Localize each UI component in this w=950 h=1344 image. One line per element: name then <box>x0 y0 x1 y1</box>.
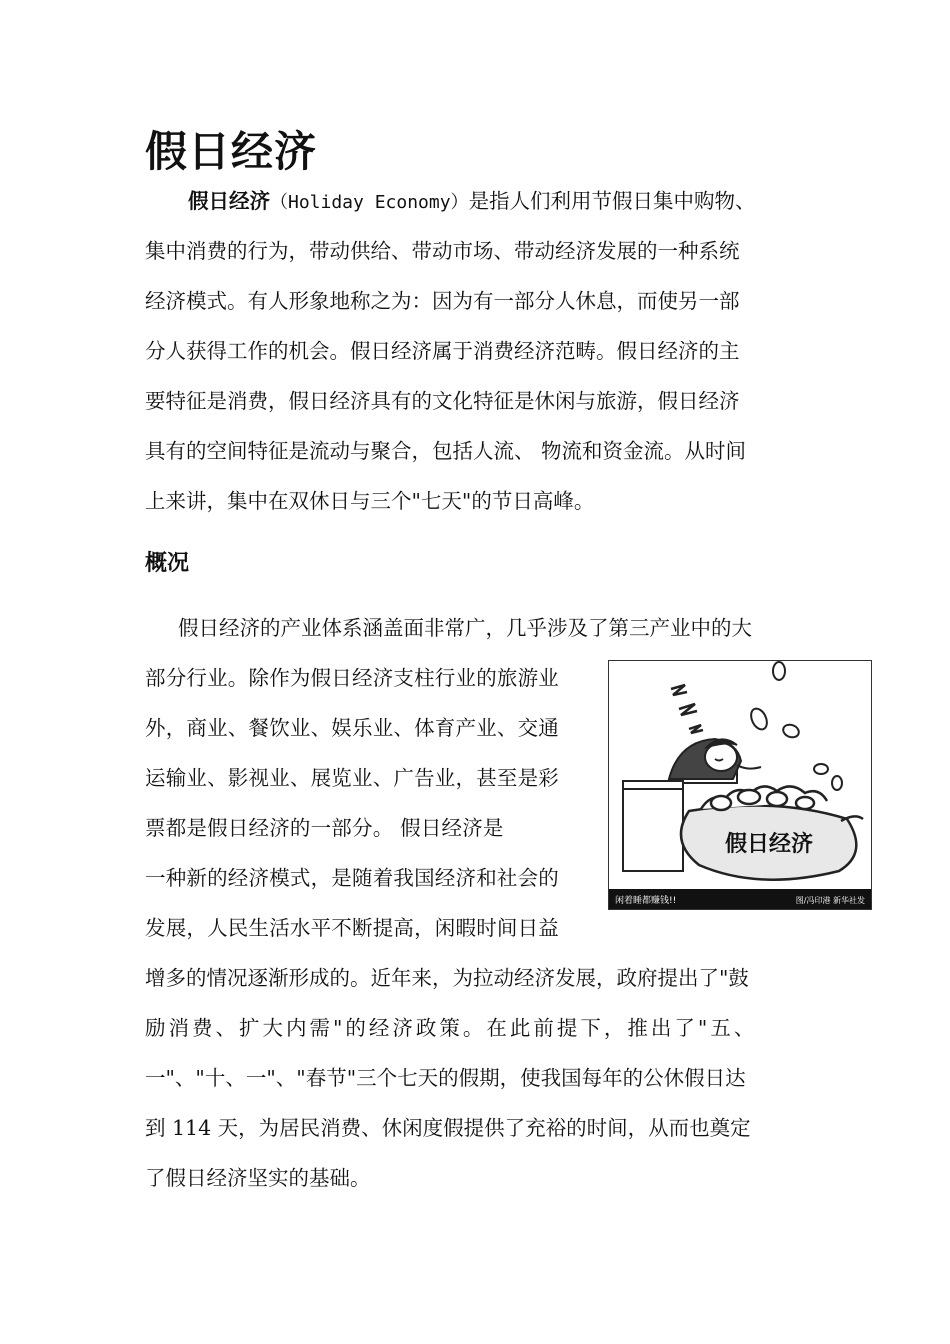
overview-line: 运输业、影视业、展览业、广告业，甚至是彩 <box>145 766 559 790</box>
intro-line: 分人获得工作的机会。假日经济属于消费经济范畴。假日经济的主 <box>145 339 740 363</box>
bag-label: 假日经济 <box>724 832 814 857</box>
overview-line: 一种新的经济模式，是随着我国经济和社会的 <box>145 866 559 890</box>
intro-line: 上来讲，集中在双休日与三个"七天"的节日高峰。 <box>145 489 595 513</box>
sleep-z-icon <box>671 685 703 733</box>
page-title: 假日经济 <box>145 127 318 176</box>
section-heading-overview: 概况 <box>145 551 190 576</box>
intro-line: 具有的空间特征是流动与聚合，包括人流、 物流和资金流。从时间 <box>145 439 747 463</box>
caption-right: 图/冯印港 新华社发 <box>795 896 865 905</box>
overview-line: 了假日经济坚实的基础。 <box>145 1166 371 1190</box>
coin-icon <box>748 662 842 790</box>
intro-line: 集中消费的行为，带动供给、带动市场、带动经济发展的一种系统 <box>145 239 740 263</box>
overview-line: 励消费、扩大内需"的经济政策。在此前提下，推出了"五、 <box>145 1016 758 1040</box>
overview-line: 假日经济的产业体系涵盖面非常广，几乎涉及了第三产业中的大 <box>178 616 752 640</box>
overview-line: 发展，人民生活水平不断提高，闲暇时间日益 <box>145 916 559 940</box>
intro-english-term: （Holiday Economy） <box>270 192 469 213</box>
intro-line: 要特征是消费，假日经济具有的文化特征是休闲与旅游，假日经济 <box>145 389 740 413</box>
overview-line: 部分行业。除作为假日经济支柱行业的旅游业 <box>145 666 559 690</box>
overview-line: 外，商业、餐饮业、娱乐业、体育产业、交通 <box>145 716 559 740</box>
overview-line: 票都是假日经济的一部分。 假日经济是 <box>145 816 504 840</box>
intro-lead-term: 假日经济 <box>188 189 270 213</box>
overview-line: 到 114 天，为居民消费、休闲度假提供了充裕的时间，从而也奠定 <box>145 1116 751 1140</box>
sleeping-man-icon <box>669 739 761 779</box>
intro-line: 经济模式。有人形象地称之为：因为有一部分人休息，而使另一部 <box>145 289 740 313</box>
caption-left: 闲着睡都赚钱!! <box>615 896 677 906</box>
intro-line-1 <box>188 184 756 218</box>
overview-line: 增多的情况逐渐形成的。近年来，为拉动经济发展，政府提出了"鼓 <box>145 966 749 990</box>
intro-line-1-rest: 是指人们利用节假日集中购物、 <box>468 189 756 213</box>
overview-line: 一"、"十、一"、"春节"三个七天的假期，使我国每年的公休假日达 <box>145 1066 746 1090</box>
cartoon-illustration <box>608 660 872 910</box>
